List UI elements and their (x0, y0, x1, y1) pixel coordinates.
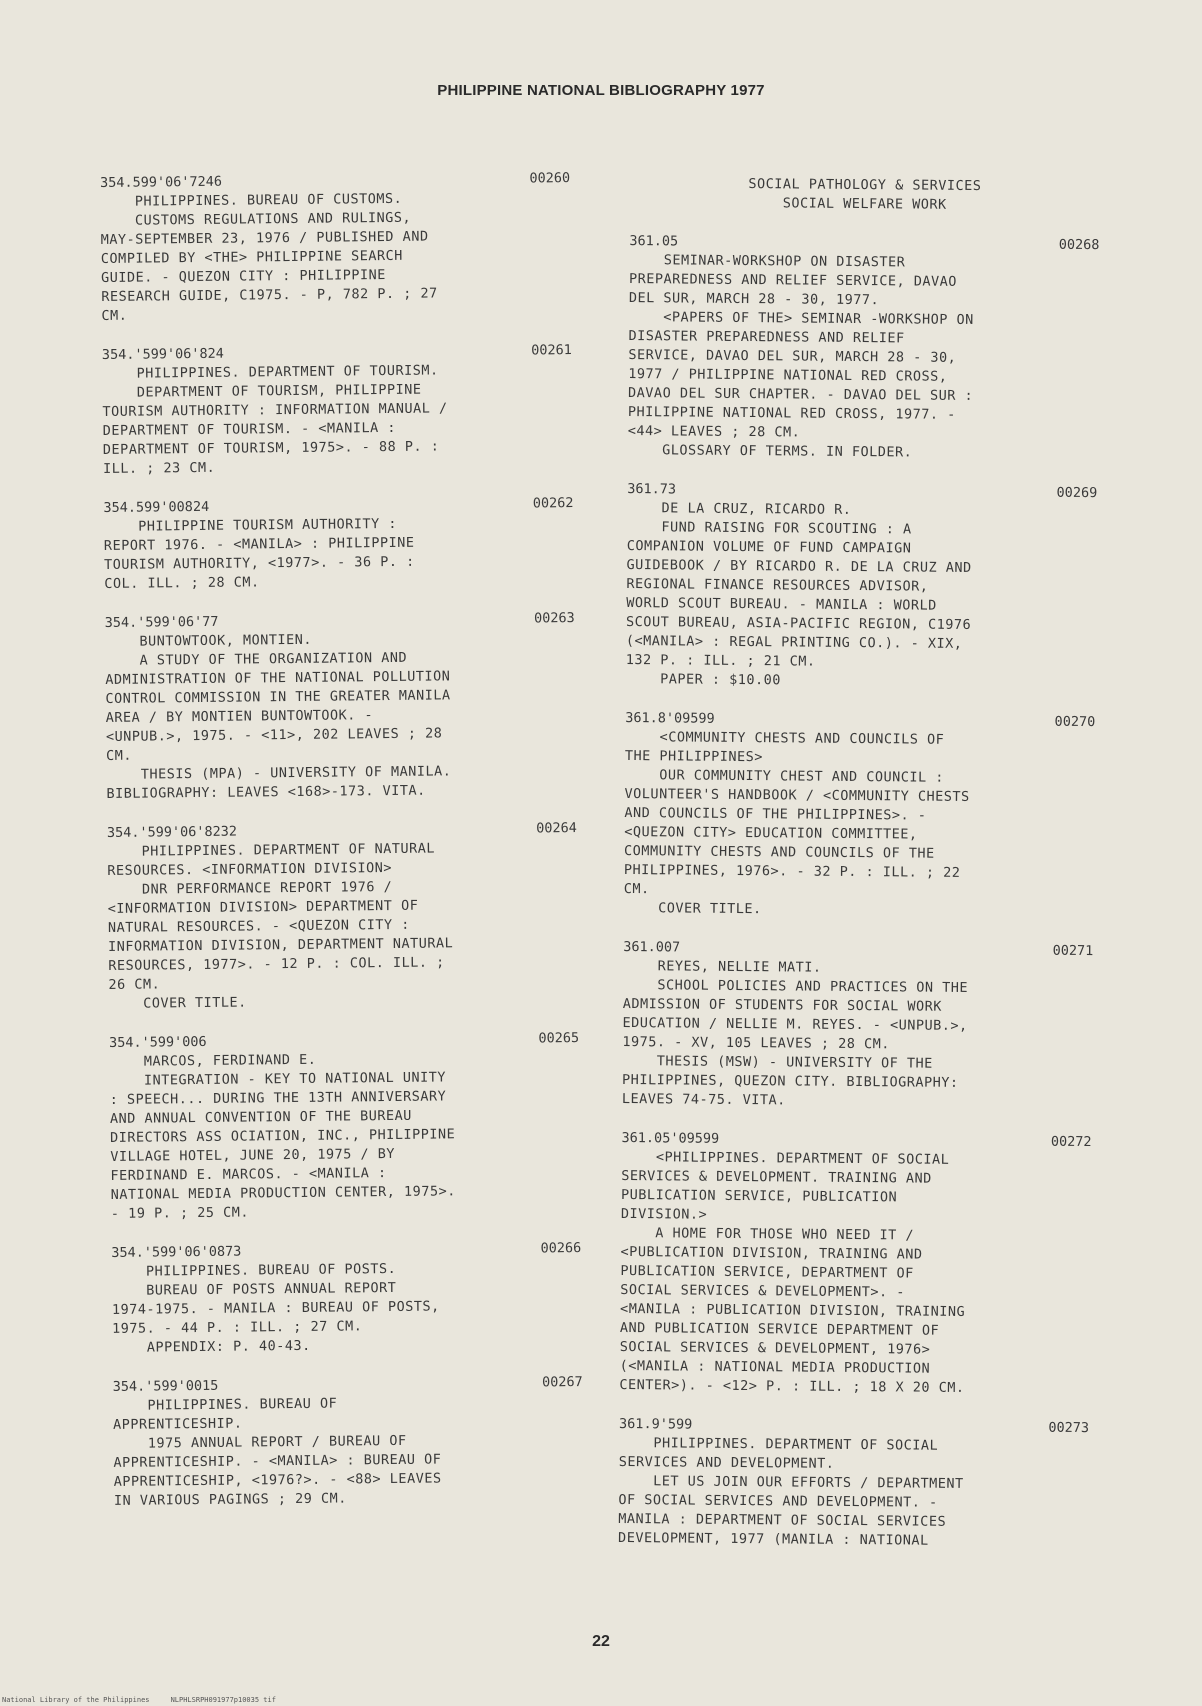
bibliography-entry (619, 1129, 1091, 1399)
entry-text-line: MARCOS, FERDINAND E. (109, 1051, 317, 1070)
classification-number: 354.'599'06'8232 (106, 823, 238, 841)
entry-text-line: COVER TITLE. (108, 994, 247, 1012)
entry-text-line: DEPARTMENT OF TOURISM. - <MANILA : (102, 419, 397, 439)
scan-note: National Library of the Philippines NLPHLSRPH091977p10035 tif (2, 1696, 276, 1704)
entry-text-line: PHILIPPINES. BUREAU OF POSTS. (111, 1260, 397, 1280)
classification-number: 354.'599'06'77 (104, 613, 219, 631)
entry-text-line: TOURISM AUTHORITY, <1977>. - 36 P. : (104, 553, 415, 573)
entry-text-line: APPRENTICESHIP, <1976?>. - <88> LEAVES (113, 1470, 442, 1490)
classification-number: 361.8'09599 (625, 709, 715, 727)
entry-number: 00272 (1050, 1133, 1092, 1151)
entry-text-line: AND ANNUAL CONVENTION OF THE BUREAU (109, 1107, 412, 1127)
bibliography-entry (622, 938, 1093, 1113)
entry-text-line: SEMINAR-WORKSHOP ON DISASTER (629, 251, 906, 271)
entry-number: 00262 (532, 495, 574, 512)
entry-text-line: <PHILIPPINES. DEPARTMENT OF SOCIAL (621, 1148, 950, 1168)
bibliography-entry (628, 232, 1100, 464)
entry-text-line: VILLAGE HOTEL, JUNE 20, 1975 / BY (110, 1145, 396, 1165)
entry-text-line: 1975. - XV, 105 LEAVES ; 28 CM. (622, 1033, 890, 1053)
entry-text-line: 26 CM. (108, 976, 161, 993)
entry-text-line: WORLD SCOUT BUREAU. - MANILA : WORLD (626, 594, 937, 614)
entry-text-line: REGIONAL FINANCE RESOURCES ADVISOR, (626, 575, 929, 595)
entry-text-line: DIVISION.> (620, 1205, 708, 1223)
bibliography-entry (618, 1415, 1089, 1552)
entry-text-line: COMMUNITY CHESTS AND COUNCILS OF THE (624, 842, 935, 862)
entry-text-line: PUBLICATION SERVICE, DEPARTMENT OF (620, 1262, 914, 1282)
entry-text-line: <MANILA : PUBLICATION DIVISION, TRAINING (620, 1300, 966, 1320)
entry-text-line: DISASTER PREPAREDNESS AND RELIEF (628, 327, 905, 347)
entry-text-line: DEL SUR, MARCH 28 - 30, 1977. (628, 289, 880, 309)
entry-text-line: SCHOOL POLICIES AND PRACTICES ON THE (622, 976, 969, 996)
entry-text-line: 1974-1975. - MANILA : BUREAU OF POSTS, (111, 1298, 440, 1318)
classification-number: 354.'599'06'0873 (111, 1243, 242, 1261)
entry-text-line: : SPEECH... DURING THE 13TH ANNIVERSARY (109, 1088, 447, 1108)
right-column (618, 174, 1100, 1572)
bibliography-entry (102, 341, 573, 479)
entry-text-line: PUBLICATION SERVICE, PUBLICATION (621, 1186, 898, 1206)
classification-number: 361.007 (623, 938, 681, 956)
bibliography-entry (626, 480, 1098, 693)
entry-text-line: NATURAL RESOURCES. - <QUEZON CITY : (107, 916, 410, 936)
entry-text-line: FERDINAND E. MARCOS. - <MANILA : (110, 1165, 387, 1184)
entry-number: 00265 (538, 1030, 580, 1047)
entry-text-line: 1977 / PHILIPPINE NATIONAL RED CROSS, (628, 365, 948, 385)
page-number: 22 (592, 1633, 610, 1650)
entry-text-line: THESIS (MPA) - UNIVERSITY OF MANILA. (106, 763, 452, 783)
entry-text-line: CONTROL COMMISSION IN THE GREATER MANILA (105, 687, 451, 707)
entry-text-line: APPENDIX: P. 40-43. (112, 1337, 311, 1356)
entry-number: 00260 (529, 170, 571, 187)
entry-text-line: TOURISM AUTHORITY : INFORMATION MANUAL / (102, 400, 448, 420)
entry-text-line: PHILIPPINE NATIONAL RED CROSS, 1977. - (627, 403, 956, 423)
entry-text-line: BUNTOWTOOK, MONTIEN. (104, 631, 313, 650)
entry-text-line: VOLUNTEER'S HANDBOOK / <COMMUNITY CHESTS (624, 785, 970, 805)
entry-number: 00268 (1058, 236, 1100, 254)
entry-text-line: PHILIPPINE TOURISM AUTHORITY : (103, 515, 398, 535)
classification-number: 361.73 (627, 480, 677, 498)
left-column (100, 169, 584, 1531)
bibliography-entry (103, 494, 574, 594)
entry-text-line: IN VARIOUS PAGINGS ; 29 CM. (113, 1490, 347, 1509)
entry-number: 00261 (531, 342, 572, 359)
entry-text-line: APPRENTICESHIP. (113, 1415, 243, 1433)
entry-text-line: PHILIPPINES. BUREAU OF (112, 1395, 338, 1414)
entry-text-line: AND PUBLICATION SERVICE DEPARTMENT OF (619, 1319, 940, 1339)
entry-text-line: <QUEZON CITY> EDUCATION COMMITTEE, (624, 823, 918, 843)
entry-number: 00267 (541, 1374, 583, 1391)
entry-text-line: COMPANION VOLUME OF FUND CAMPAIGN (626, 537, 912, 557)
classification-number: 361.05 (629, 232, 679, 250)
entry-text-line: PHILIPPINES, QUEZON CITY. BIBLIOGRAPHY: (622, 1071, 959, 1091)
entry-text-line: FUND RAISING FOR SCOUTING : A (626, 518, 912, 538)
entry-text-line: SOCIAL SERVICES & DEVELOPMENT>. - (620, 1281, 906, 1301)
entry-text-line: DIRECTORS ASS OCIATION, INC., PHILIPPINE (110, 1126, 456, 1146)
entry-text-line: OUR COMMUNITY CHEST AND COUNCIL : (624, 766, 945, 786)
classification-number: 361.9'599 (619, 1415, 693, 1433)
entry-text-line: <PAPERS OF THE> SEMINAR -WORKSHOP ON (628, 308, 974, 329)
classification-number: 354.599'06'7246 (100, 173, 223, 191)
entry-text-line: <UNPUB.>, 1975. - <11>, 202 LEAVES ; 28 (105, 725, 443, 745)
entry-number: 00263 (533, 610, 575, 627)
bibliography-entry (105, 609, 577, 804)
entry-text-line: <PUBLICATION DIVISION, TRAINING AND (620, 1243, 923, 1263)
entry-text-line: CM. (101, 307, 128, 324)
entry-text-line: DEPARTMENT OF TOURISM, PHILIPPINE (102, 381, 422, 401)
bibliography-entry (107, 819, 579, 1014)
entry-text-line: INFORMATION DIVISION, DEPARTMENT NATURAL (108, 935, 454, 955)
classification-number: 361.05'09599 (621, 1129, 720, 1147)
section-heading-line: SOCIAL PATHOLOGY & SERVICES (748, 176, 982, 195)
section-heading-line: SOCIAL WELFARE WORK (782, 195, 947, 213)
entry-text-line: LET US JOIN OUR EFFORTS / DEPARTMENT (618, 1472, 964, 1492)
entry-text-line: AREA / BY MONTIEN BUNTOWTOOK. - (105, 707, 374, 726)
entry-text-line: GLOSSARY OF TERMS. IN FOLDER. (627, 441, 913, 461)
bibliography-entry (100, 169, 572, 326)
bibliography-entry (111, 1239, 582, 1358)
entry-text-line: PHILIPPINES. DEPARTMENT OF TOURISM. (102, 362, 439, 382)
entry-number: 00273 (1048, 1419, 1090, 1437)
entry-text-line: BUREAU OF POSTS ANNUAL REPORT (111, 1279, 397, 1299)
entry-text-line: OF SOCIAL SERVICES AND DEVELOPMENT. - (618, 1491, 938, 1511)
entry-text-line: INTEGRATION - KEY TO NATIONAL UNITY (109, 1069, 447, 1089)
entry-text-line: A STUDY OF THE ORGANIZATION AND (105, 649, 408, 669)
entry-text-line: PAPER : $10.00 (625, 670, 781, 689)
entry-text-line: REYES, NELLIE MATI. (623, 957, 822, 976)
entry-text-line: DEVELOPMENT, 1977 (MANILA : NATIONAL (618, 1529, 929, 1549)
entry-text-line: PHILIPPINES. DEPARTMENT OF NATURAL (107, 840, 436, 860)
entry-text-line: (<MANILA> : REGAL PRINTING CO.). - XIX, (625, 632, 963, 652)
entry-text-line: BIBLIOGRAPHY: LEAVES <168>-173. VITA. (106, 782, 426, 802)
entry-text-line: NATIONAL MEDIA PRODUCTION CENTER, 1975>. (110, 1183, 456, 1203)
entry-text-line: COVER TITLE. (623, 899, 762, 918)
entry-text-line: THESIS (MSW) - UNIVERSITY OF THE (622, 1052, 933, 1072)
classification-number: 354.599'00824 (103, 498, 210, 516)
entry-text-line: CM. (106, 747, 133, 764)
entry-text-line: RESEARCH GUIDE, C1975. - P, 782 P. ; 27 (101, 285, 438, 305)
entry-text-line: RESOURCES. <INFORMATION DIVISION> (107, 859, 393, 879)
entry-text-line: <COMMUNITY CHESTS AND COUNCILS OF (625, 728, 945, 748)
entry-text-line: SERVICE, DAVAO DEL SUR, MARCH 28 - 30, (628, 346, 957, 366)
entry-text-line: LEAVES 74-75. VITA. (621, 1090, 786, 1109)
entry-text-line: THE PHILIPPINES> (624, 747, 764, 766)
entry-text-line: PHILIPPINES, 1976>. - 32 P. : ILL. ; 22 (623, 861, 961, 881)
entry-text-line: <44> LEAVES ; 28 CM. (627, 422, 801, 441)
entry-text-line: CM. (623, 880, 650, 898)
entry-text-line: ADMINISTRATION OF THE NATIONAL POLLUTION (105, 668, 451, 688)
entry-text-line: DNR PERFORMANCE REPORT 1976 / (107, 878, 393, 898)
entry-text-line: 132 P. : ILL. ; 21 CM. (625, 651, 816, 670)
section-heading (630, 174, 1100, 216)
entry-text-line: CENTER>). - <12> P. : ILL. ; 18 X 20 CM. (619, 1376, 965, 1396)
entry-text-line: <INFORMATION DIVISION> DEPARTMENT OF (107, 897, 419, 917)
bibliography-entry (624, 709, 1096, 922)
classification-number: 354.'599'0015 (112, 1377, 219, 1395)
entry-text-line: COMPILED BY <THE> PHILIPPINE SEARCH (100, 247, 403, 267)
entry-text-line: GUIDEBOOK / BY RICARDO R. DE LA CRUZ AND (626, 556, 972, 576)
entry-number: 00269 (1056, 484, 1098, 502)
entry-text-line: COL. ILL. ; 28 CM. (104, 574, 260, 592)
entry-text-line: DAVAO DEL SUR CHAPTER. - DAVAO DEL SUR : (628, 384, 974, 405)
entry-text-line: AND COUNCILS OF THE PHILIPPINES>. - (624, 804, 927, 824)
entry-text-line: SOCIAL SERVICES & DEVELOPMENT, 1976> (619, 1338, 931, 1358)
bibliography-entry (109, 1029, 581, 1224)
entry-text-line: MAY-SEPTEMBER 23, 1976 / PUBLISHED AND (100, 228, 429, 248)
entry-text-line: (<MANILA : NATIONAL MEDIA PRODUCTION (619, 1357, 931, 1377)
entry-text-line: GUIDE. - QUEZON CITY : PHILIPPINE (101, 267, 386, 286)
entry-text-line: MANILA : DEPARTMENT OF SOCIAL SERVICES (618, 1510, 947, 1530)
entry-text-line: APPRENTICESHIP. - <MANILA> : BUREAU OF (113, 1451, 442, 1471)
entry-text-line: PHILIPPINES. BUREAU OF CUSTOMS. (100, 190, 403, 210)
classification-number: 354.'599'06'824 (101, 345, 224, 363)
entry-text-line: DE LA CRUZ, RICARDO R. (627, 499, 852, 518)
entry-text-line: CUSTOMS REGULATIONS AND RULINGS, (100, 209, 412, 229)
entry-text-line: REPORT 1976. - <MANILA> : PHILIPPINE (103, 534, 415, 554)
entry-text-line: 1975. - 44 P. : ILL. ; 27 CM. (112, 1318, 363, 1337)
entry-text-line: RESOURCES, 1977>. - 12 P. : COL. ILL. ; (108, 954, 445, 974)
entry-text-line: PHILIPPINES. DEPARTMENT OF SOCIAL (618, 1434, 939, 1454)
entry-number: 00271 (1052, 942, 1094, 960)
entry-number: 00266 (540, 1240, 582, 1257)
entry-text-line: DEPARTMENT OF TOURISM, 1975>. - 88 P. : (102, 438, 440, 458)
bibliography-entry (113, 1373, 584, 1511)
entry-text-line: SERVICES AND DEVELOPMENT. (618, 1453, 835, 1472)
entry-text-line: SERVICES & DEVELOPMENT. TRAINING AND (621, 1167, 932, 1187)
classification-number: 354.'599'006 (109, 1033, 207, 1051)
entry-text-line: SCOUT BUREAU, ASIA-PACIFIC REGION, C1976 (626, 613, 972, 633)
entry-text-line: - 19 P. ; 25 CM. (110, 1204, 250, 1222)
entry-text-line: ADMISSION OF STUDENTS FOR SOCIAL WORK (622, 995, 943, 1015)
entry-text-line: EDUCATION / NELLIE M. REYES. - <UNPUB.>, (622, 1014, 968, 1034)
entry-number: 00270 (1054, 713, 1096, 731)
page-title: PHILIPPINE NATIONAL BIBLIOGRAPHY 1977 (437, 82, 765, 99)
entry-text-line: ILL. ; 23 CM. (103, 459, 216, 477)
entry-number: 00264 (536, 820, 577, 837)
entry-text-line: A HOME FOR THOSE WHO NEED IT / (620, 1224, 915, 1244)
entry-text-line: PREPAREDNESS AND RELIEF SERVICE, DAVAO (629, 270, 958, 290)
entry-text-line: 1975 ANNUAL REPORT / BUREAU OF (113, 1432, 407, 1452)
